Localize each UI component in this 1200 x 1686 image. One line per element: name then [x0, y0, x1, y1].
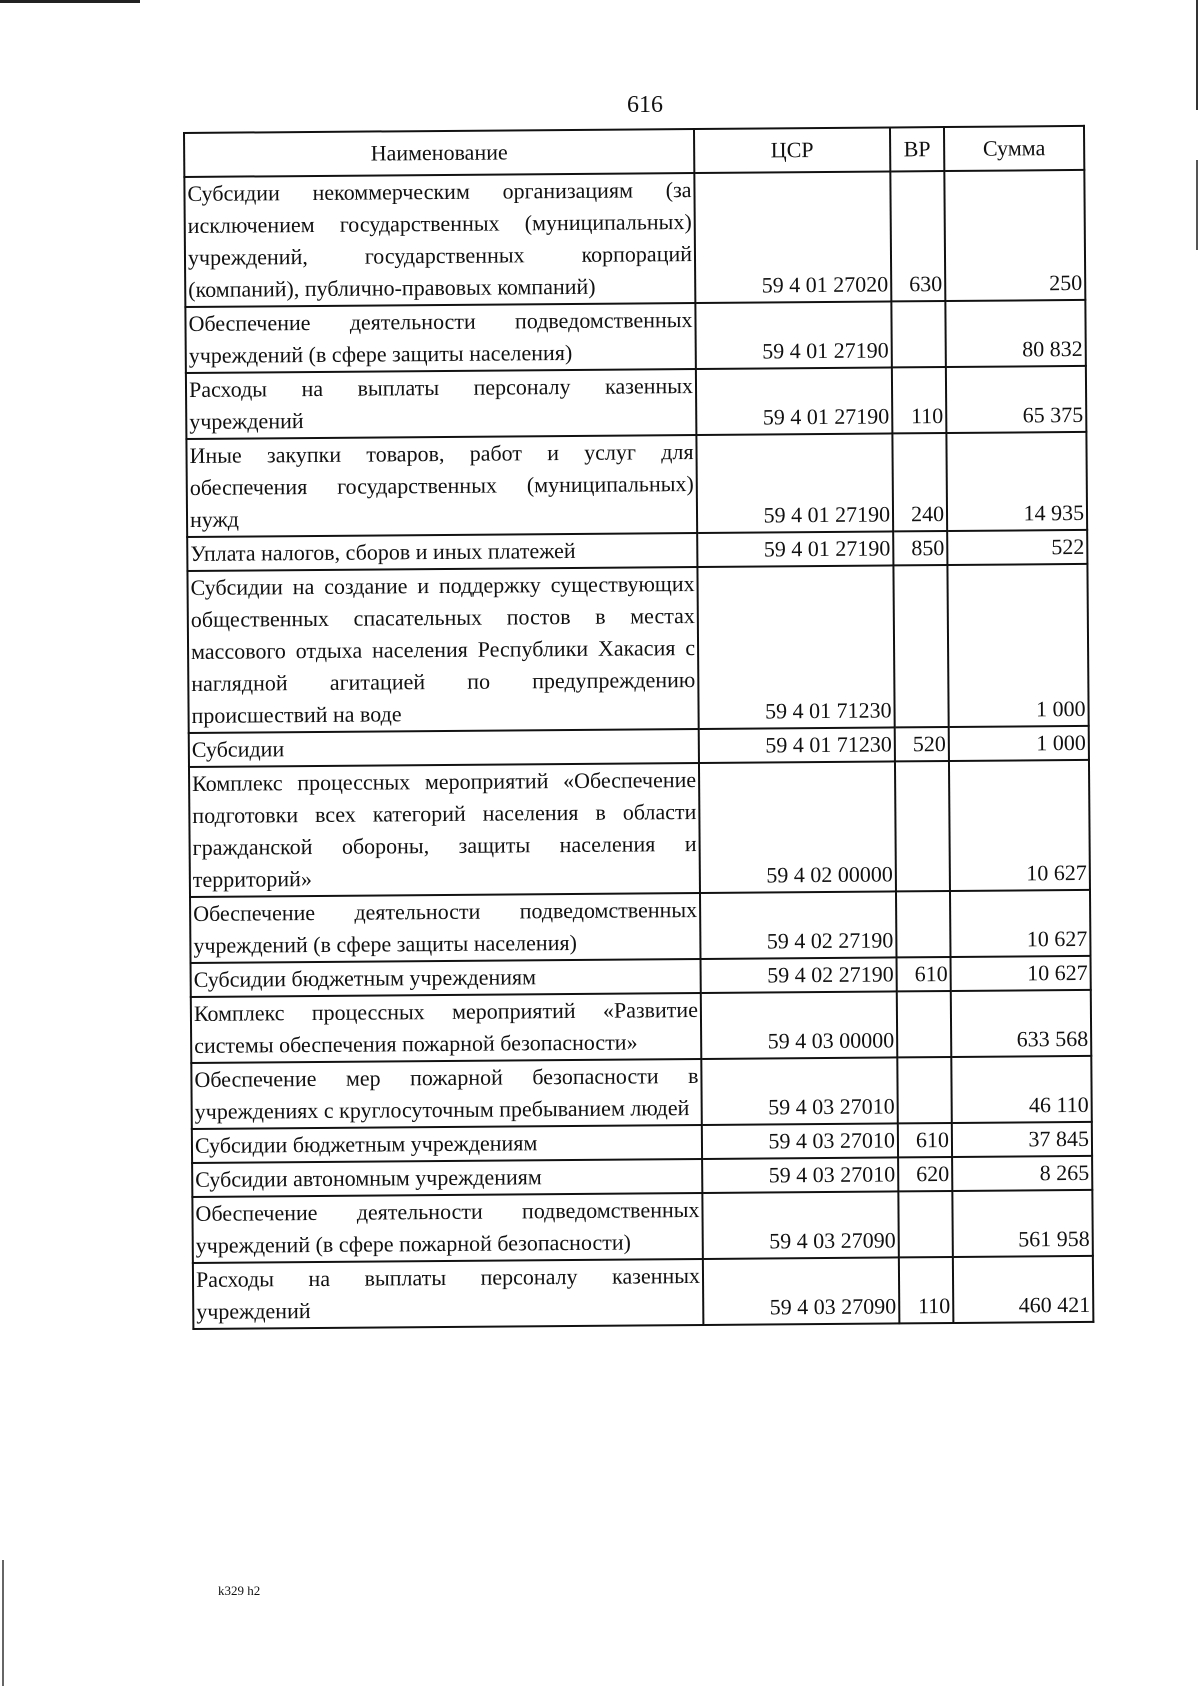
cell-csr: 59 4 01 27190: [696, 433, 893, 533]
cell-csr: 59 4 02 27190: [701, 957, 897, 993]
cell-csr: 59 4 02 27190: [700, 891, 897, 959]
cell-sum: 46 110: [951, 1056, 1092, 1123]
cell-vr: 240: [892, 433, 947, 531]
cell-csr: 59 4 01 27190: [697, 531, 893, 567]
cell-sum: 633 568: [951, 990, 1092, 1057]
cell-sum: 8 265: [952, 1156, 1092, 1191]
cell-csr: 59 4 01 27020: [694, 171, 891, 303]
cell-sum: 460 421: [953, 1256, 1094, 1323]
cell-csr: 59 4 01 71230: [699, 727, 895, 763]
table-row: [187, 564, 1088, 733]
scan-edge-right-lower: [1196, 160, 1198, 250]
cell-sum: 10 627: [951, 956, 1091, 991]
cell-vr: 630: [890, 171, 945, 301]
cell-vr: [891, 301, 946, 367]
cell-csr: 59 4 03 27010: [702, 1157, 898, 1193]
scan-edge-top: [0, 0, 140, 3]
cell-sum: 1 000: [949, 726, 1089, 761]
table-header-row: [184, 126, 1084, 177]
cell-vr: [897, 1057, 952, 1123]
header-csr: ЦСР: [694, 127, 890, 173]
cell-sum: 522: [947, 530, 1087, 565]
cell-sum: 65 375: [946, 366, 1087, 433]
scan-edge-right: [1196, 0, 1198, 110]
table-row: [191, 990, 1091, 1063]
cell-vr: 520: [895, 727, 949, 761]
cell-name: Обеспечение мер пожарной безопасности в учреждениях с круглосуточным пребыванием людей: [191, 1059, 702, 1129]
cell-csr: 59 4 03 27010: [701, 1057, 898, 1125]
footer-code: k329 h2: [218, 1583, 261, 1598]
table-row: [186, 366, 1086, 439]
table-row: [193, 1256, 1093, 1329]
table-row: [192, 1190, 1092, 1263]
cell-name: Уплата налогов, сборов и иных платежей: [187, 533, 697, 571]
cell-csr: 59 4 03 00000: [701, 991, 898, 1059]
cell-csr: 59 4 01 71230: [697, 565, 894, 729]
cell-vr: [898, 1191, 953, 1257]
cell-sum: 250: [944, 170, 1085, 301]
table-row: [191, 1056, 1091, 1129]
scan-edge-left: [2, 1560, 4, 1686]
cell-name: Субсидии бюджетным учреждениям: [192, 1125, 702, 1163]
cell-name: Иные закупки товаров, работ и услуг для обеспечения государственных (муниципальных) нужд: [186, 435, 697, 537]
cell-sum: 1 000: [947, 564, 1088, 727]
cell-name: Комплекс процессных мероприятий «Обеспечение подготовки всех категорий населения в области гражданской обороны, защиты населения и территорий»: [189, 763, 700, 897]
cell-csr: 59 4 02 00000: [699, 761, 896, 893]
cell-vr: [895, 761, 950, 891]
cell-vr: [896, 891, 951, 957]
table-row: [185, 300, 1085, 373]
cell-csr: 59 4 03 27090: [703, 1257, 900, 1325]
cell-name: Обеспечение деятельности подведомственных учреждений (в сфере пожарной безопасности): [192, 1193, 703, 1263]
cell-name: Субсидии некоммерческим организациям (за исключением государственных (муниципальных) учреждений, государственных корпораций (компаний), публично-правовых компаний): [184, 173, 695, 307]
cell-vr: 110: [892, 367, 947, 433]
cell-vr: 610: [898, 1123, 952, 1157]
table-row: [184, 170, 1085, 307]
cell-name: Субсидии автономным учреждениям: [192, 1159, 702, 1197]
header-name: Наименование: [184, 129, 694, 177]
cell-name: Расходы на выплаты персоналу казенных учреждений: [193, 1259, 704, 1329]
header-sum: Сумма: [944, 126, 1084, 171]
cell-csr: 59 4 03 27090: [702, 1191, 899, 1259]
cell-name: Обеспечение деятельности подведомственных учреждений (в сфере защиты населения): [190, 893, 701, 963]
cell-vr: [893, 565, 948, 727]
cell-sum: 37 845: [952, 1122, 1092, 1157]
page-number: 616: [627, 92, 663, 118]
cell-csr: 59 4 03 27010: [702, 1123, 898, 1159]
cell-sum: 10 627: [950, 890, 1091, 957]
header-vr: ВР: [890, 127, 944, 171]
cell-name: Расходы на выплаты персоналу казенных учреждений: [186, 369, 697, 439]
budget-table: [183, 125, 1094, 1330]
cell-vr: 620: [898, 1157, 952, 1191]
cell-sum: 561 958: [952, 1190, 1093, 1257]
cell-csr: 59 4 01 27190: [695, 301, 892, 369]
cell-vr: [897, 991, 952, 1057]
cell-sum: 14 935: [946, 432, 1087, 531]
cell-name: Комплекс процессных мероприятий «Развитие системы обеспечения пожарной безопасности»: [191, 993, 702, 1063]
cell-name: Обеспечение деятельности подведомственных учреждений (в сфере защиты населения): [185, 303, 696, 373]
cell-sum: 80 832: [945, 300, 1086, 367]
table-row: [186, 432, 1087, 537]
cell-csr: 59 4 01 27190: [696, 367, 893, 435]
cell-vr: 850: [893, 531, 947, 565]
table-row: [190, 890, 1090, 963]
cell-sum: 10 627: [949, 760, 1090, 891]
cell-vr: 610: [897, 957, 951, 991]
cell-name: Субсидии: [189, 729, 699, 767]
cell-name: Субсидии бюджетным учреждениям: [191, 959, 701, 997]
table-row: [189, 760, 1090, 897]
cell-vr: 110: [899, 1257, 954, 1323]
cell-name: Субсидии на создание и поддержку существующих общественных спасательных постов в местах массового отдыха населения Республики Хакасия с наглядной агитацией по предупреждению происшествий на воде: [187, 567, 698, 733]
